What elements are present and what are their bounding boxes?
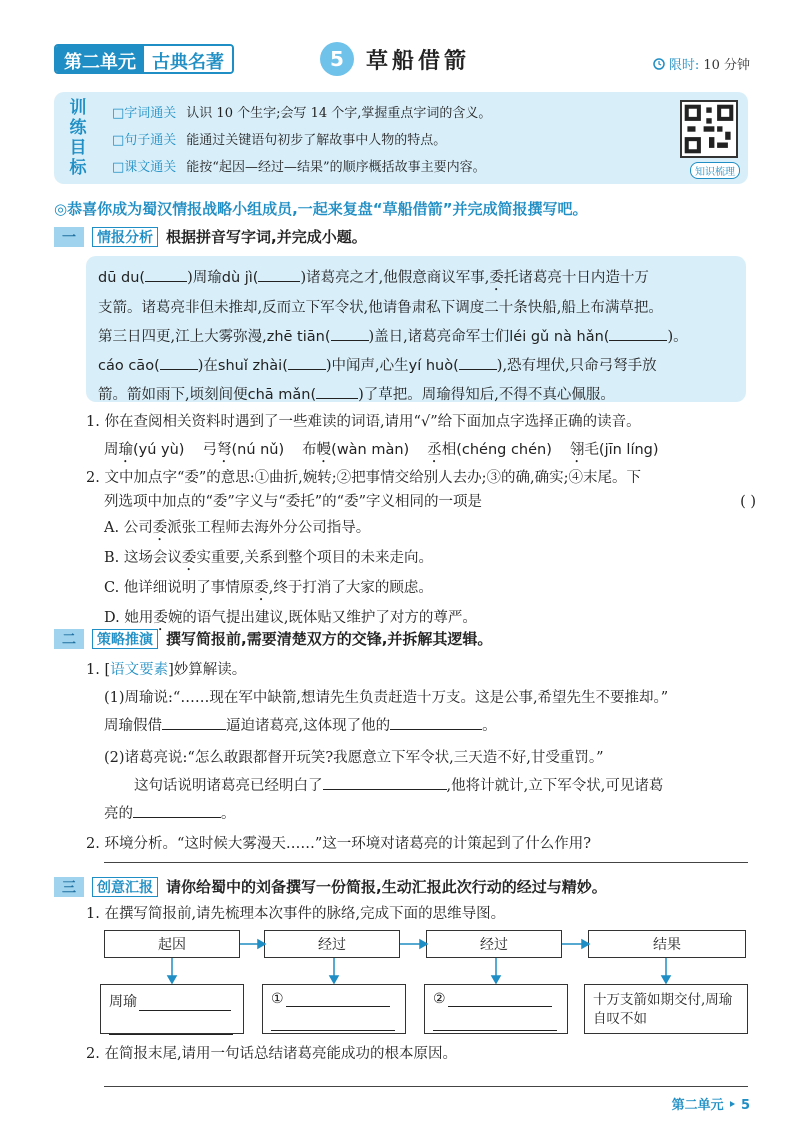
dotted-char: 委	[152, 520, 168, 536]
question-text: 列选项中加点的“委”字义与“委托”的“委”字义相同的一项是	[104, 494, 482, 510]
pinyin-prompt: yí huò(	[408, 358, 459, 374]
map-head-process-2: 经过	[426, 930, 562, 958]
quote-text: (2)诸葛亮说:“怎么敢跟都督开玩笑?我愿意立下军令状,三天造不好,甘受重罚。”	[104, 750, 604, 766]
goals-side-char: 标	[69, 158, 87, 178]
answer-line[interactable]	[104, 862, 748, 863]
pronunciation-item[interactable]	[302, 438, 409, 466]
dotted-char: 委	[181, 550, 197, 566]
fill-text: 亮的	[104, 806, 133, 822]
answer-parenthesis[interactable]: ( )	[740, 494, 756, 510]
pinyin-choice: (chéng chén)	[456, 442, 552, 458]
answer-blank[interactable]	[316, 383, 358, 399]
goals-side-char: 训	[69, 98, 87, 118]
choice-text: D. 她用	[104, 610, 154, 626]
dotted-char: 瑜	[118, 442, 133, 458]
passage-text: )中闻声,心生	[325, 358, 409, 374]
card-text: 周瑜	[109, 994, 137, 1010]
answer-blank[interactable]	[323, 774, 447, 790]
question-text: 1. 在撰写简报前,请先梳理本次事件的脉络,完成下面的思维导图。	[86, 906, 506, 922]
choice-option[interactable]	[104, 574, 756, 604]
question-text: 2. 环境分析。“这时候大雾漫天……”这一环境对诸葛亮的计策起到了什么作用?	[86, 836, 592, 852]
passage-text: 第三日四更,江上大雾弥漫,	[98, 329, 267, 345]
section-number: 一	[54, 227, 84, 247]
answer-blank[interactable]	[160, 354, 198, 370]
answer-blank[interactable]	[258, 266, 300, 282]
fill-in-line	[104, 800, 756, 828]
map-arrows	[100, 920, 750, 986]
section-title: 根据拼音写字词,并完成小题。	[166, 228, 367, 246]
pinyin-choice: (nú nǔ)	[231, 442, 285, 458]
section-number: 二	[54, 629, 84, 649]
fill-text: 。	[221, 806, 236, 822]
word-char: 毛	[584, 442, 599, 458]
clock-icon	[653, 58, 665, 70]
passage-text: )在	[197, 358, 218, 374]
goal-checkbox-label[interactable]: □句子通关	[112, 133, 177, 148]
choice-list	[104, 514, 756, 634]
pronunciation-item[interactable]	[427, 438, 552, 466]
dotted-char: 委	[153, 610, 168, 626]
answer-blank[interactable]	[133, 802, 221, 818]
passage-text: 箭。箭如雨下,顷刻间便	[98, 387, 248, 403]
choice-text: A. 公司	[104, 520, 153, 536]
unit-badge	[54, 44, 234, 74]
page-footer: 第二单元 ‣ 5	[671, 1098, 750, 1113]
fill-text: ,他将计就计,立下军令状,可见诸葛	[446, 778, 664, 794]
answer-blank[interactable]	[109, 1019, 233, 1035]
section-1-heading	[54, 226, 367, 247]
pinyin-prompt: dū du(	[98, 270, 146, 286]
quote-text: (1)周瑜说:“……现在军中缺箭,想请先生负责赶造十万支。这是公事,希望先生不要推却。”	[104, 690, 669, 706]
dotted-char: 幔	[316, 442, 332, 458]
answer-blank[interactable]	[609, 325, 667, 341]
pinyin-choice: (yú yù)	[133, 442, 185, 458]
answer-blank[interactable]	[286, 991, 390, 1007]
question-text	[86, 656, 756, 684]
skill-tag: 语文要素	[110, 662, 169, 678]
question-text: 2. 文中加点字“委”的意思:①曲折,婉转;②把事情交给别人去办;③的确,确实;④末尾。下	[86, 470, 642, 486]
answer-blank[interactable]	[459, 354, 497, 370]
training-goals-panel	[54, 92, 748, 184]
word-char: 弓	[202, 442, 217, 458]
section-title: 撰写简报前,需要清楚双方的交锋,并拆解其逻辑。	[166, 630, 493, 648]
word-char: 周	[104, 442, 119, 458]
intro-banner: ◎恭喜你成为蜀汉情报战略小组成员,一起来复盘“草船借箭”并完成简报撰写吧。	[54, 200, 588, 218]
goal-item	[112, 156, 486, 175]
pronunciation-item[interactable]	[570, 438, 659, 466]
answer-blank[interactable]	[433, 1015, 557, 1031]
choice-text: ,终于打消了大家的顾虑。	[268, 580, 433, 596]
question-text: 2. 在简报末尾,请用一句话总结诸葛亮能成功的根本原因。	[86, 1046, 458, 1062]
pinyin-choice: (wàn màn)	[331, 442, 410, 458]
answer-blank[interactable]	[288, 354, 326, 370]
map-head-result: 结果	[588, 930, 746, 958]
word-char: 相	[441, 442, 457, 458]
map-card-process-2	[424, 984, 568, 1034]
dotted-char: 委	[489, 270, 504, 286]
time-limit	[653, 54, 750, 73]
answer-blank[interactable]	[271, 1015, 395, 1031]
goals-side-char: 练	[69, 118, 87, 138]
card-text: ①	[271, 991, 284, 1007]
question-1-1	[86, 410, 756, 466]
goal-checkbox-label[interactable]: □课文通关	[112, 160, 177, 175]
dotted-char: 翎	[569, 442, 585, 458]
time-value: 10 分钟	[703, 58, 750, 73]
question-1-2	[86, 466, 756, 634]
section-number: 三	[54, 877, 84, 897]
goal-item	[112, 129, 446, 148]
question-text-row	[104, 490, 756, 514]
passage-text: )诸葛亮之才,他假意商议军事,	[300, 270, 490, 286]
passage-text: ),恐有埋伏,只命弓弩手放	[496, 358, 657, 374]
choice-text: C. 他详细说明了事情原	[104, 580, 255, 596]
choice-text: 派张工程师去海外分公司指导。	[167, 520, 371, 536]
passage-text: )盖日,诸葛亮命军士们	[368, 329, 510, 345]
goals-side-char: 目	[69, 138, 87, 158]
fill-text: 逼迫诸葛亮,这体现了他的	[226, 718, 391, 734]
pronunciation-item[interactable]	[202, 438, 284, 466]
goal-text: 认识 10 个生字;会写 14 个字,掌握重点字词的含义。	[186, 106, 492, 121]
fill-text: 。	[482, 718, 497, 734]
section-title: 请你给蜀中的刘备撰写一份简报,生动汇报此次行动的经过与精妙。	[166, 878, 607, 896]
pinyin-prompt: shuǐ zhài(	[217, 358, 288, 374]
goals-side-label	[62, 98, 94, 178]
map-card-cause	[100, 984, 244, 1034]
pinyin-prompt: dù jì(	[221, 270, 259, 286]
pronunciation-item[interactable]	[104, 438, 184, 466]
pinyin-prompt: cáo cāo(	[98, 358, 160, 374]
word-char: 布	[302, 442, 317, 458]
answer-blank[interactable]	[139, 995, 231, 1011]
fill-text: 这句话说明诸葛亮已经明白了	[134, 778, 323, 794]
unit-label: 第二单元	[56, 46, 144, 72]
goal-item	[112, 102, 491, 121]
pronunciation-options	[104, 438, 756, 466]
pinyin-passage	[86, 256, 746, 402]
choice-text: B. 这场会议	[104, 550, 182, 566]
answer-blank[interactable]	[448, 991, 552, 1007]
question-number: 1. [	[86, 662, 111, 678]
lesson-number: 5	[320, 42, 354, 76]
answer-blank[interactable]	[390, 714, 482, 730]
fill-in-line	[104, 712, 756, 740]
fill-in-line	[134, 772, 756, 800]
pinyin-prompt: zhē tiān(	[266, 329, 331, 345]
dotted-char: 弩	[216, 442, 232, 458]
qr-caption: 知识梳理	[690, 162, 740, 179]
passage-text: )了草把。周瑜得知后,不得不真心佩服。	[358, 387, 615, 403]
answer-line[interactable]	[104, 1086, 748, 1087]
pinyin-choice: (jīn líng)	[598, 442, 659, 458]
passage-text: )。	[667, 329, 688, 345]
choice-option[interactable]	[104, 544, 756, 574]
section-tag: 策略推演	[92, 629, 158, 649]
time-label: 限时:	[668, 58, 700, 73]
section-tag: 情报分析	[92, 227, 158, 247]
section-tag: 创意汇报	[92, 877, 158, 897]
section-3-heading	[54, 876, 607, 897]
unit-theme: 古典名著	[144, 46, 232, 72]
choice-text: 婉的语气提出建议,既体贴又维护了对方的尊严。	[167, 610, 477, 626]
qr-code-icon[interactable]	[680, 100, 738, 158]
goal-text: 能通过关键语句初步了解故事中人物的特点。	[186, 133, 447, 148]
lesson-title: 草船借箭	[366, 49, 471, 74]
fill-text: 周瑜假借	[104, 718, 162, 734]
answer-blank[interactable]	[162, 714, 226, 730]
question-text: ]妙算解读。	[168, 662, 247, 678]
map-card-result: 十万支箭如期交付,周瑜自叹不如	[584, 984, 748, 1034]
answer-blank[interactable]	[331, 325, 369, 341]
passage-text: )周瑜	[187, 270, 222, 286]
answer-blank[interactable]	[145, 266, 187, 282]
card-text: ②	[433, 991, 446, 1007]
passage-text: 支箭。诸葛亮非但未推却,反而立下军令状,他请鲁肃私下调度二十条快船,船上布满草把。	[98, 300, 663, 316]
question-text: 1. 你在查阅相关资料时遇到了一些难读的词语,请用“√”给下面加点字选择正确的读音。	[86, 414, 641, 430]
dotted-char: 丞	[427, 442, 442, 458]
question-2-1	[86, 656, 756, 858]
pinyin-prompt: chā mǎn(	[247, 387, 317, 403]
pinyin-prompt: léi gǔ nà hǎn(	[509, 329, 610, 345]
goal-text: 能按“起因—经过—结果”的顺序概括故事主要内容。	[186, 160, 486, 175]
passage-text: 托诸葛亮十日内造十万	[503, 270, 649, 286]
map-head-cause: 起因	[104, 930, 240, 958]
map-card-process-1	[262, 984, 406, 1034]
choice-option[interactable]	[104, 514, 756, 544]
section-2-heading	[54, 628, 492, 649]
choice-text: 实重要,关系到整个项目的未来走向。	[196, 550, 433, 566]
goal-checkbox-label[interactable]: □字词通关	[112, 106, 177, 121]
map-head-process-1: 经过	[264, 930, 400, 958]
dotted-char: 委	[254, 580, 269, 596]
